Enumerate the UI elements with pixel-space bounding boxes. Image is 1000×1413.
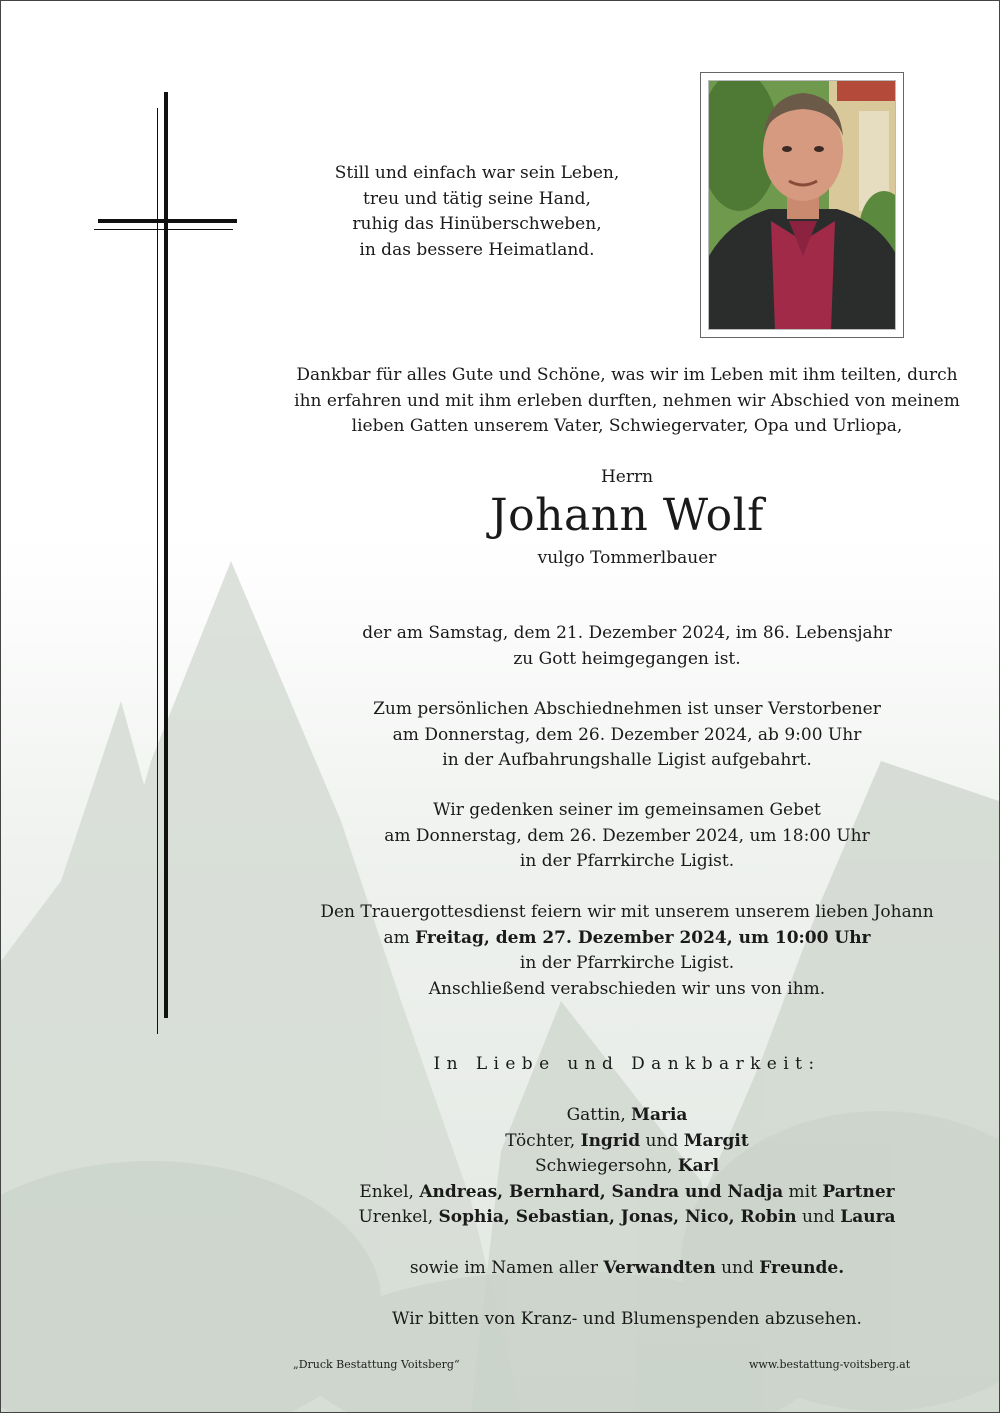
relatives-word: Verwandten [603, 1258, 716, 1278]
family-line-daughters [261, 1129, 993, 1155]
poem [261, 161, 693, 263]
intro-line: Dankbar für alles Gute und Schöne, was wir im Leben mit ihm teilten, durch [296, 365, 958, 385]
mass-line [261, 926, 993, 952]
funeral-mass-info [261, 900, 993, 1002]
relatives-line [261, 1256, 993, 1282]
mass-prefix: am [383, 927, 416, 948]
friends-word: Freunde. [759, 1258, 845, 1278]
greatgrand-and: und [796, 1207, 841, 1227]
daughter-name: Margit [683, 1130, 749, 1151]
death-notice [261, 621, 993, 672]
portrait-photo [708, 80, 896, 330]
grandchildren-with: mit [783, 1181, 823, 1202]
mass-date: Freitag, dem 27. Dezember 2024, um 10:00 Uhr [415, 927, 871, 948]
daughter-name: Ingrid [580, 1130, 641, 1151]
deceased-name: Johann Wolf [490, 490, 764, 541]
wife-name: Maria [631, 1105, 688, 1125]
daughters-label: Töchter, [505, 1130, 581, 1151]
death-line: der am Samstag, dem 21. Dezember 2024, im 86. Lebensjahr [362, 623, 892, 643]
prayer-line: in der Pfarrkirche Ligist. [519, 851, 735, 871]
love-heading: In Liebe und Dankbarkeit: [433, 1054, 821, 1074]
intro-line: ihn erfahren und mit ihm erleben durften, nehmen wir Abschied von meinem [294, 390, 960, 411]
prayer-line: am Donnerstag, dem 26. Dezember 2024, um 18:00 Uhr [384, 825, 870, 846]
cross-icon [1, 1, 261, 1061]
poem-line: Still und einfach war sein Leben, [334, 163, 620, 183]
prayer-info [261, 798, 993, 875]
soninlaw-label: Schwiegersohn, [534, 1156, 678, 1176]
family-line-wife [261, 1103, 993, 1129]
intro-line: lieben Gatten unserem Vater, Schwiegervater, Opa und Urliopa, [351, 416, 903, 436]
partner-label: Partner [822, 1181, 895, 1202]
vulgo-name: vulgo Tommerlbauer [537, 548, 717, 568]
poem-line: treu und tätig seine Hand, [363, 188, 591, 209]
salutation: Herrn [600, 467, 654, 487]
family-line-grandchildren [261, 1180, 993, 1206]
greatgrand-label: Urenkel, [358, 1207, 439, 1227]
relatives-prefix: sowie im Namen aller [409, 1258, 604, 1278]
relatives-and: und [715, 1258, 760, 1278]
death-line: zu Gott heimgegangen ist. [513, 648, 741, 669]
family-line-greatgrandchildren [261, 1205, 993, 1231]
viewing-info [261, 697, 993, 774]
soninlaw-name: Karl [677, 1156, 720, 1176]
grandchildren-names: Andreas, Bernhard, Sandra und Nadja [419, 1181, 784, 1202]
greatgrand-names: Sophia, Sebastian, Jonas, Nico, Robin [438, 1207, 797, 1227]
poem-line: in das bessere Heimatland. [359, 239, 595, 260]
wife-label: Gattin, [566, 1105, 632, 1125]
footer-printer: „Druck Bestattung Voitsberg“ [293, 1358, 460, 1371]
viewing-line: am Donnerstag, dem 26. Dezember 2024, ab 9:00 Uhr [392, 724, 862, 745]
greatgrand-last: Laura [840, 1207, 896, 1227]
flowers-request: Wir bitten von Kranz- und Blumenspenden abzusehen. [392, 1309, 862, 1329]
family-list [261, 1103, 993, 1231]
viewing-line: Zum persönlichen Abschiednehmen ist unser Verstorbener [373, 699, 881, 719]
mass-line: Den Trauergottesdienst feiern wir mit unserem unserem lieben Johann [320, 902, 934, 922]
intro-text [261, 363, 993, 440]
daughters-and: und [640, 1130, 684, 1151]
footer-website[interactable]: www.bestattung-voitsberg.at [749, 1358, 911, 1371]
mass-line: in der Pfarrkirche Ligist. [519, 953, 735, 973]
viewing-line: in der Aufbahrungshalle Ligist aufgebahrt. [442, 750, 812, 770]
grandchildren-label: Enkel, [359, 1181, 420, 1202]
poem-line: ruhig das Hinüberschweben, [352, 214, 602, 234]
family-line-soninlaw [261, 1154, 993, 1180]
mass-line: Anschließend verabschieden wir uns von ihm. [428, 978, 826, 999]
prayer-line: Wir gedenken seiner im gemeinsamen Gebet [433, 800, 821, 820]
